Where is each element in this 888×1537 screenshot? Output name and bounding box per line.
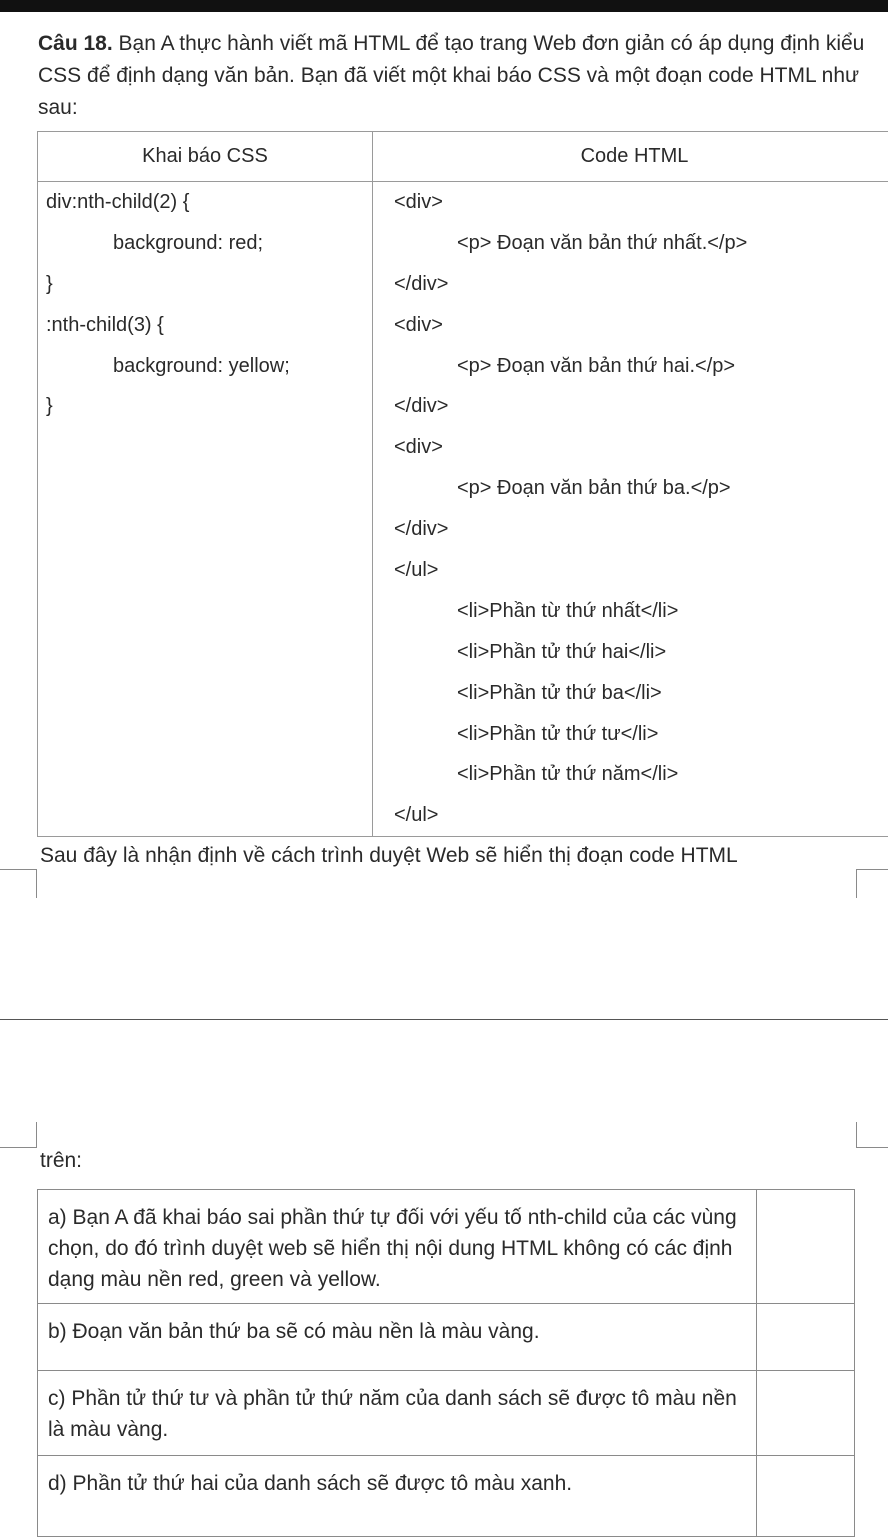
html-line: <p> Đoạn văn bản thứ nhất.</p> [373,223,888,264]
css-line: div:nth-child(2) { [38,182,372,223]
question-number: Câu 18. [38,32,113,55]
crop-mark [0,869,37,898]
html-line: <p> Đoạn văn bản thứ ba.</p> [373,468,888,509]
html-line: <li>Phần tử thứ tư</li> [373,714,888,755]
crop-mark [856,869,888,898]
statement-row [38,1371,855,1456]
code-table-header [38,132,888,182]
answer-cell[interactable] [756,1456,854,1537]
crop-mark [0,1122,37,1148]
statement-row [38,1190,855,1304]
html-line: <div> [373,427,888,468]
css-line: background: red; [38,223,372,264]
code-table-body [38,182,888,837]
css-line: } [38,264,372,305]
answer-cell[interactable] [756,1371,854,1456]
html-line: </div> [373,386,888,427]
crop-mark [856,1122,888,1148]
html-line: <div> [373,305,888,346]
html-line: </ul> [373,795,888,836]
css-line: background: yellow; [38,346,372,387]
html-code-cell [373,182,888,837]
css-header: Khai báo CSS [38,132,373,182]
statement-c: c) Phần tử thứ tư và phần tử thứ năm của danh sách sẽ được tô màu nền là màu vàng. [38,1371,757,1456]
statement-row [38,1304,855,1371]
statement-a: a) Bạn A đã khai báo sai phần thứ tự đối với yếu tố nth-child của các vùng chọn, do đó trình duyệt web sẽ hiển thị nội dung HTML không có các định dạng màu nền red, green và yellow. [38,1190,757,1304]
statement-b: b) Đoạn văn bản thứ ba sẽ có màu nền là màu vàng. [38,1304,757,1371]
question-text [38,28,886,124]
top-dark-bar [0,0,888,12]
page-break-line [0,1019,888,1020]
statement-intro: Sau đây là nhận định về cách trình duyệt Web sẽ hiển thị đoạn code HTML [40,840,738,872]
html-header: Code HTML [373,132,888,182]
statements-table [37,1189,855,1537]
css-line: } [38,386,372,427]
html-line: <div> [373,182,888,223]
html-line: <p> Đoạn văn bản thứ hai.</p> [373,346,888,387]
statement-row [38,1456,855,1537]
html-line: </ul> [373,550,888,591]
html-line: <li>Phần tử thứ ba</li> [373,673,888,714]
html-line: </div> [373,264,888,305]
html-line: <li>Phần từ thứ nhất</li> [373,591,888,632]
css-line: :nth-child(3) { [38,305,372,346]
statement-intro-continued: trên: [40,1147,82,1175]
answer-cell[interactable] [756,1304,854,1371]
code-table [37,131,888,837]
statement-d: d) Phần tử thứ hai của danh sách sẽ được tô màu xanh. [38,1456,757,1537]
css-code-cell [38,182,373,837]
html-line: <li>Phần tử thứ năm</li> [373,754,888,795]
html-line: <li>Phần tử thứ hai</li> [373,632,888,673]
answer-cell[interactable] [756,1190,854,1304]
html-line: </div> [373,509,888,550]
question-body: Bạn A thực hành viết mã HTML để tạo trang Web đơn giản có áp dụng định kiểu CSS để định dạng văn bản. Bạn đã viết một khai báo CSS và một đoạn code HTML như sau: [38,32,864,119]
